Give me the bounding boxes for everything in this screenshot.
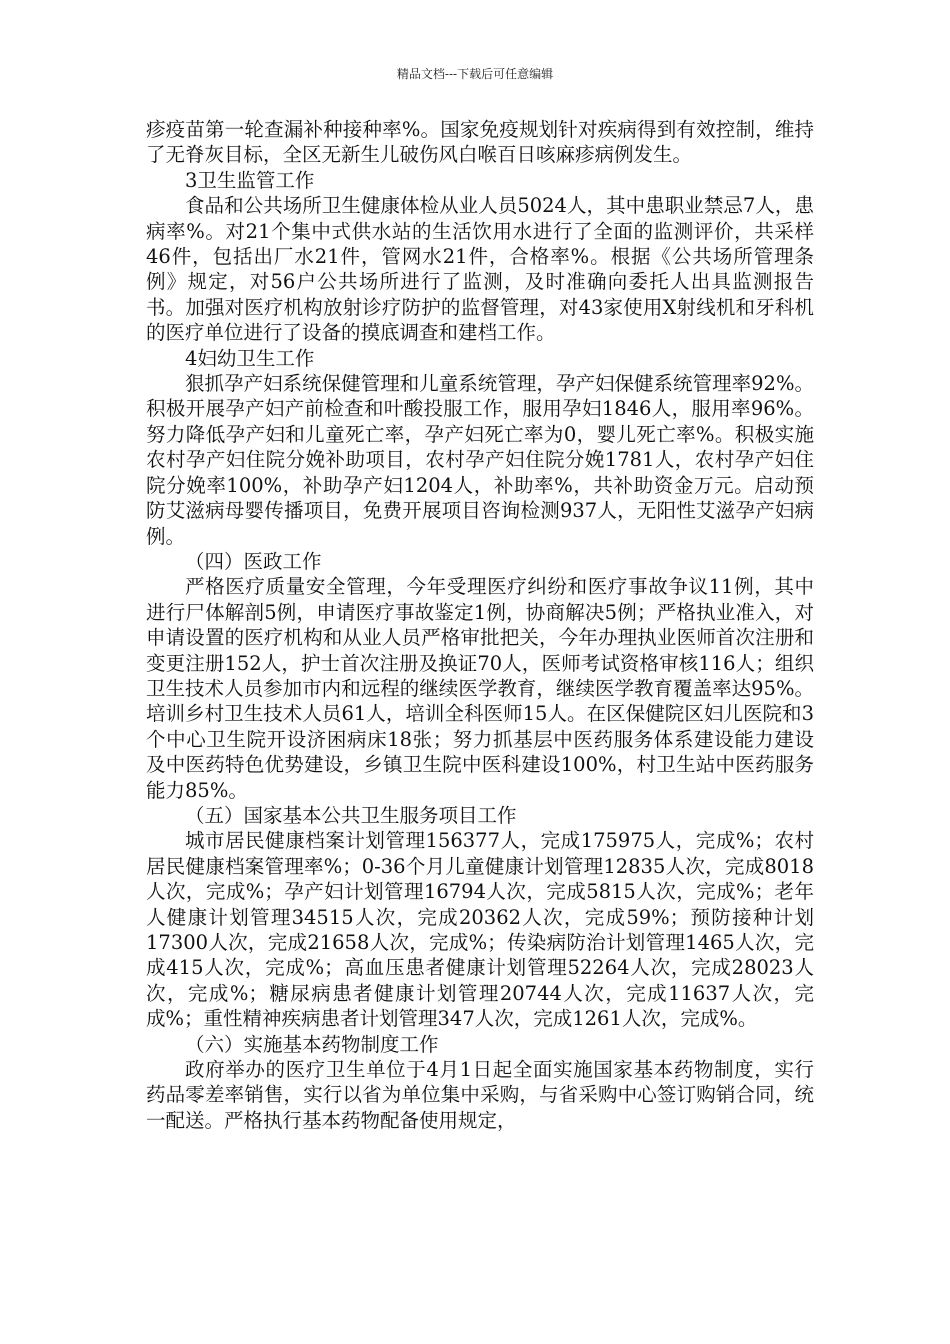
paragraph-maternal-child-health: 狠抓孕产妇系统保健管理和儿童系统管理，孕产妇保健系统管理率92%。积极开展孕产妇产前检查和叶酸投服工作，服用孕妇1846人，服用率96%。努力降低孕产妇和儿童死亡率，孕产妇死亡率为0，婴儿死亡率%。积极实施农村孕产妇住院分娩补助项目，农村孕产妇住院分娩1781人，农村孕产妇住院分娩率100%，补助孕产妇1204人，补助率%，共补助资金万元。启动预防艾滋病母婴传播项目，免费开展项目咨询检测937人，无阳性艾滋孕产妇病例。	[146, 372, 814, 548]
paragraph-immunization-continued: 疹疫苗第一轮查漏补种接种率%。国家免疫规划针对疾病得到有效控制，维持了无脊灰目标，全区无新生儿破伤风白喉百日咳麻疹病例发生。	[146, 118, 814, 167]
section-heading-public-health-services: （五）国家基本公共卫生服务项目工作	[185, 803, 517, 827]
page-header: 精品文档---下载后可任意编辑	[396, 67, 554, 81]
paragraph-essential-medicines: 政府举办的医疗卫生单位于4月1日起全面实施国家基本药物制度，实行药品零差率销售，实行以省为单位集中采购，与省采购中心签订购销合同，统一配送。严格执行基本药物配备使用规定，	[146, 1058, 814, 1132]
section-heading-medical-administration: （四）医政工作	[185, 549, 322, 573]
section-heading-health-supervision: 3卫生监管工作	[185, 168, 315, 192]
paragraph-medical-administration: 严格医疗质量安全管理，今年受理医疗纠纷和医疗事故争议11例，其中进行尸体解剖5例，申请医疗事故鉴定1例，协商解决5例；严格执业准入，对申请设置的医疗机构和从业人员严格审批把关，今年办理执业医师首次注册和变更注册152人，护士首次注册及换证70人，医师考试资格审核116人；组织卫生技术人员参加市内和远程的继续医学教育，继续医学教育覆盖率达95%。培训乡村卫生技术人员61人，培训全科医师15人。在区保健院区妇儿医院和3个中心卫生院开设济困病床18张；努力抓基层中医药服务体系建设能力建设及中医药特色优势建设，乡镇卫生院中医科建设100%，村卫生站中医药服务能力85%。	[146, 575, 814, 802]
document-body	[146, 117, 814, 1133]
paragraph-health-supervision: 食品和公共场所卫生健康体检从业人员5024人，其中患职业禁忌7人，患病率%。对21个集中式供水站的生活饮用水进行了全面的监测评价，共采样46件，包括出厂水21件，管网水21件，合格率%。根据《公共场所管理条例》规定，对56户公共场所进行了监测，及时准确向委托人出具监测报告书。加强对医疗机构放射诊疗防护的监督管理，对43家使用X射线机和牙科机的医疗单位进行了设备的摸底调查和建档工作。	[146, 194, 814, 345]
paragraph-public-health-services: 城市居民健康档案计划管理156377人，完成175975人，完成%；农村居民健康档案管理率%；0-36个月儿童健康计划管理12835人次，完成8018人次，完成%；孕产妇计划管理16794人次，完成5815人次，完成%；老年人健康计划管理34515人次，完成20362人次，完成59%；预防接种计划17300人次，完成21658人次，完成%；传染病防治计划管理1465人次，完成415人次，完成%；高血压患者健康计划管理52264人次，完成28023人次，完成%；糖尿病患者健康计划管理20744人次，完成11637人次，完成%；重性精神疾病患者计划管理347人次，完成1261人次，完成%。	[146, 829, 814, 1031]
section-heading-maternal-child-health: 4妇幼卫生工作	[185, 346, 315, 370]
section-heading-essential-medicines: （六）实施基本药物制度工作	[185, 1032, 439, 1056]
